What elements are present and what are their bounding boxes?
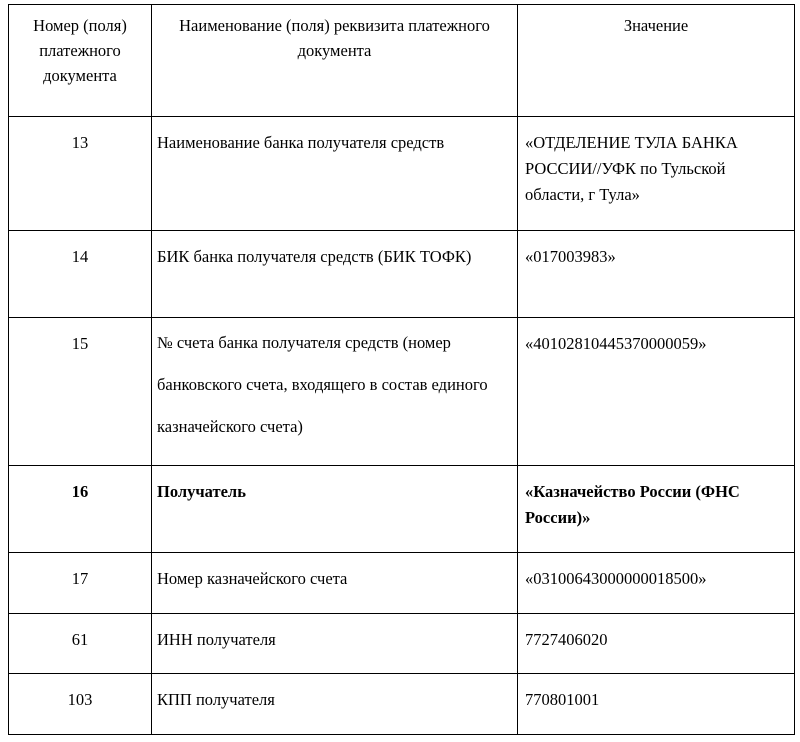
table-row: [9, 553, 795, 614]
row-field-name-text: [152, 318, 517, 448]
row-number: 61: [9, 614, 152, 674]
table-row: [9, 318, 795, 466]
row-value: «03100643000000018500»: [518, 553, 795, 614]
table-row: [9, 117, 795, 231]
row-field-name: ИНН получателя: [152, 614, 518, 674]
row-number: 17: [9, 553, 152, 614]
row-value: «ОТДЕЛЕНИЕ ТУЛА БАНКА РОССИИ//УФК по Тульской области, г Тула»: [518, 117, 795, 231]
row-field-name: [152, 318, 518, 466]
row-field-name: Наименование банка получателя средств: [152, 117, 518, 231]
header-value: Значение: [518, 5, 795, 117]
field-name-main: № счета банка получателя средств: [157, 333, 399, 352]
table-row: [9, 466, 795, 553]
row-number: 15: [9, 318, 152, 466]
table-row: [9, 231, 795, 318]
table-header-row: [9, 5, 795, 117]
row-field-name: Получатель: [152, 466, 518, 553]
row-field-name: Номер казначейского счета: [152, 553, 518, 614]
row-value: «40102810445370000059»: [518, 318, 795, 466]
row-value: 7727406020: [518, 614, 795, 674]
row-number: 13: [9, 117, 152, 231]
header-number: Номер (поля) платежного документа: [9, 5, 152, 117]
field-name-note: (номер банковского счета, входящего в состав единого казначейского счета): [157, 333, 488, 436]
row-number: 103: [9, 674, 152, 735]
row-field-name: БИК банка получателя средств (БИК ТОФК): [152, 231, 518, 318]
row-value: 770801001: [518, 674, 795, 735]
payment-details-table: [8, 4, 795, 735]
table-row: [9, 674, 795, 735]
row-value: «Казначейство России (ФНС России)»: [518, 466, 795, 553]
row-field-name: КПП получателя: [152, 674, 518, 735]
row-number: 16: [9, 466, 152, 553]
row-number: 14: [9, 231, 152, 318]
header-field-name: Наименование (поля) реквизита платежного документа: [152, 5, 518, 117]
table-row: [9, 614, 795, 674]
row-value: «017003983»: [518, 231, 795, 318]
